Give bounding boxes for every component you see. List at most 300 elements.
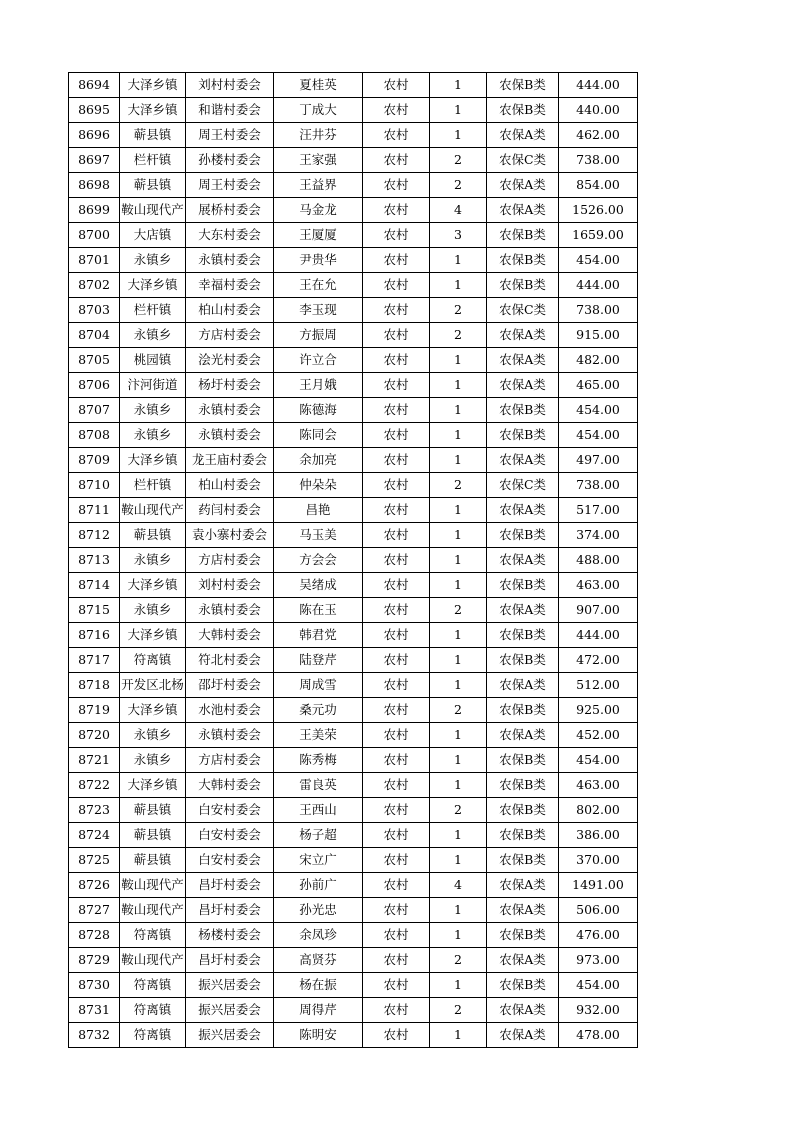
table-row xyxy=(69,1023,638,1048)
amount-cell: 440.00 xyxy=(559,98,638,123)
town-cell: 栏杆镇 xyxy=(120,148,186,173)
name-cell: 马金龙 xyxy=(274,198,363,223)
insurance-category-cell: 农保A类 xyxy=(487,173,559,198)
amount-cell: 454.00 xyxy=(559,423,638,448)
table-row xyxy=(69,223,638,248)
town-cell: 汴河街道 xyxy=(120,373,186,398)
amount-cell: 1659.00 xyxy=(559,223,638,248)
name-cell: 韩君党 xyxy=(274,623,363,648)
village-cell: 和谐村委会 xyxy=(186,98,274,123)
town-cell: 蕲县镇 xyxy=(120,123,186,148)
record-id-cell: 8723 xyxy=(69,798,120,823)
amount-cell: 454.00 xyxy=(559,973,638,998)
amount-cell: 462.00 xyxy=(559,123,638,148)
household-type-cell: 农村 xyxy=(363,248,430,273)
town-cell: 栏杆镇 xyxy=(120,298,186,323)
name-cell: 李玉现 xyxy=(274,298,363,323)
household-type-cell: 农村 xyxy=(363,423,430,448)
town-cell: 大泽乡镇 xyxy=(120,623,186,648)
town-cell: 符离镇 xyxy=(120,648,186,673)
household-type-cell: 农村 xyxy=(363,223,430,248)
insurance-category-cell: 农保A类 xyxy=(487,348,559,373)
table-row xyxy=(69,398,638,423)
village-cell: 昌圩村委会 xyxy=(186,898,274,923)
village-cell: 杨楼村委会 xyxy=(186,923,274,948)
table-row xyxy=(69,673,638,698)
person-count-cell: 1 xyxy=(430,923,487,948)
name-cell: 马玉美 xyxy=(274,523,363,548)
insurance-category-cell: 农保B类 xyxy=(487,748,559,773)
name-cell: 陈同会 xyxy=(274,423,363,448)
amount-cell: 444.00 xyxy=(559,73,638,98)
name-cell: 王西山 xyxy=(274,798,363,823)
record-id-cell: 8695 xyxy=(69,98,120,123)
insurance-category-cell: 农保B类 xyxy=(487,923,559,948)
amount-cell: 1491.00 xyxy=(559,873,638,898)
record-id-cell: 8702 xyxy=(69,273,120,298)
record-id-cell: 8699 xyxy=(69,198,120,223)
person-count-cell: 1 xyxy=(430,248,487,273)
town-cell: 鞍山现代产 xyxy=(120,873,186,898)
household-type-cell: 农村 xyxy=(363,273,430,298)
record-id-cell: 8716 xyxy=(69,623,120,648)
table-row xyxy=(69,248,638,273)
name-cell: 王在允 xyxy=(274,273,363,298)
name-cell: 陈在玉 xyxy=(274,598,363,623)
record-id-cell: 8714 xyxy=(69,573,120,598)
village-cell: 大韩村委会 xyxy=(186,773,274,798)
village-cell: 刘村村委会 xyxy=(186,73,274,98)
person-count-cell: 2 xyxy=(430,473,487,498)
record-id-cell: 8696 xyxy=(69,123,120,148)
insurance-category-cell: 农保A类 xyxy=(487,898,559,923)
table-row xyxy=(69,523,638,548)
household-type-cell: 农村 xyxy=(363,848,430,873)
person-count-cell: 1 xyxy=(430,973,487,998)
insurance-category-cell: 农保B类 xyxy=(487,248,559,273)
name-cell: 陈德海 xyxy=(274,398,363,423)
table-row xyxy=(69,173,638,198)
household-type-cell: 农村 xyxy=(363,973,430,998)
insurance-category-cell: 农保B类 xyxy=(487,848,559,873)
village-cell: 展桥村委会 xyxy=(186,198,274,223)
record-id-cell: 8725 xyxy=(69,848,120,873)
name-cell: 杨子超 xyxy=(274,823,363,848)
household-type-cell: 农村 xyxy=(363,948,430,973)
town-cell: 永镇乡 xyxy=(120,323,186,348)
household-type-cell: 农村 xyxy=(363,798,430,823)
insurance-category-cell: 农保B类 xyxy=(487,523,559,548)
person-count-cell: 2 xyxy=(430,323,487,348)
table-row xyxy=(69,123,638,148)
amount-cell: 517.00 xyxy=(559,498,638,523)
person-count-cell: 2 xyxy=(430,598,487,623)
amount-cell: 472.00 xyxy=(559,648,638,673)
village-cell: 永镇村委会 xyxy=(186,248,274,273)
town-cell: 大泽乡镇 xyxy=(120,98,186,123)
town-cell: 鞍山现代产 xyxy=(120,898,186,923)
person-count-cell: 1 xyxy=(430,548,487,573)
household-type-cell: 农村 xyxy=(363,348,430,373)
table-row xyxy=(69,973,638,998)
person-count-cell: 1 xyxy=(430,673,487,698)
name-cell: 余凤珍 xyxy=(274,923,363,948)
record-id-cell: 8709 xyxy=(69,448,120,473)
household-type-cell: 农村 xyxy=(363,148,430,173)
table-row xyxy=(69,848,638,873)
insurance-category-cell: 农保B类 xyxy=(487,773,559,798)
record-id-cell: 8729 xyxy=(69,948,120,973)
record-id-cell: 8698 xyxy=(69,173,120,198)
table-row xyxy=(69,998,638,1023)
table-row xyxy=(69,473,638,498)
town-cell: 大泽乡镇 xyxy=(120,273,186,298)
person-count-cell: 2 xyxy=(430,998,487,1023)
household-type-cell: 农村 xyxy=(363,898,430,923)
village-cell: 昌圩村委会 xyxy=(186,948,274,973)
record-id-cell: 8721 xyxy=(69,748,120,773)
insurance-category-cell: 农保B类 xyxy=(487,423,559,448)
name-cell: 王美荣 xyxy=(274,723,363,748)
record-id-cell: 8700 xyxy=(69,223,120,248)
village-cell: 大东村委会 xyxy=(186,223,274,248)
table-row xyxy=(69,73,638,98)
household-type-cell: 农村 xyxy=(363,298,430,323)
insurance-category-cell: 农保A类 xyxy=(487,198,559,223)
table-row xyxy=(69,98,638,123)
person-count-cell: 4 xyxy=(430,198,487,223)
amount-cell: 512.00 xyxy=(559,673,638,698)
name-cell: 王月娥 xyxy=(274,373,363,398)
insurance-category-cell: 农保A类 xyxy=(487,323,559,348)
table-row xyxy=(69,423,638,448)
village-cell: 永镇村委会 xyxy=(186,423,274,448)
person-count-cell: 2 xyxy=(430,148,487,173)
household-type-cell: 农村 xyxy=(363,473,430,498)
table-row xyxy=(69,698,638,723)
insurance-category-cell: 农保A类 xyxy=(487,873,559,898)
person-count-cell: 1 xyxy=(430,823,487,848)
amount-cell: 454.00 xyxy=(559,748,638,773)
table-row xyxy=(69,923,638,948)
village-cell: 柏山村委会 xyxy=(186,473,274,498)
table-body xyxy=(69,73,638,1048)
record-id-cell: 8732 xyxy=(69,1023,120,1048)
name-cell: 周成雪 xyxy=(274,673,363,698)
table-row xyxy=(69,548,638,573)
person-count-cell: 1 xyxy=(430,648,487,673)
data-table xyxy=(68,72,638,1048)
insurance-category-cell: 农保A类 xyxy=(487,998,559,1023)
amount-cell: 478.00 xyxy=(559,1023,638,1048)
name-cell: 孙光忠 xyxy=(274,898,363,923)
household-type-cell: 农村 xyxy=(363,873,430,898)
record-id-cell: 8719 xyxy=(69,698,120,723)
amount-cell: 932.00 xyxy=(559,998,638,1023)
person-count-cell: 1 xyxy=(430,623,487,648)
table-row xyxy=(69,348,638,373)
insurance-category-cell: 农保A类 xyxy=(487,498,559,523)
insurance-category-cell: 农保A类 xyxy=(487,373,559,398)
record-id-cell: 8701 xyxy=(69,248,120,273)
name-cell: 陈秀梅 xyxy=(274,748,363,773)
table-row xyxy=(69,273,638,298)
household-type-cell: 农村 xyxy=(363,323,430,348)
village-cell: 杨圩村委会 xyxy=(186,373,274,398)
table-row xyxy=(69,773,638,798)
amount-cell: 476.00 xyxy=(559,923,638,948)
record-id-cell: 8718 xyxy=(69,673,120,698)
amount-cell: 463.00 xyxy=(559,573,638,598)
town-cell: 蕲县镇 xyxy=(120,823,186,848)
village-cell: 袁小寨村委会 xyxy=(186,523,274,548)
village-cell: 刘村村委会 xyxy=(186,573,274,598)
person-count-cell: 1 xyxy=(430,273,487,298)
village-cell: 永镇村委会 xyxy=(186,598,274,623)
amount-cell: 738.00 xyxy=(559,473,638,498)
village-cell: 邵圩村委会 xyxy=(186,673,274,698)
village-cell: 药闫村委会 xyxy=(186,498,274,523)
amount-cell: 454.00 xyxy=(559,398,638,423)
village-cell: 龙王庙村委会 xyxy=(186,448,274,473)
village-cell: 符北村委会 xyxy=(186,648,274,673)
household-type-cell: 农村 xyxy=(363,98,430,123)
record-id-cell: 8710 xyxy=(69,473,120,498)
name-cell: 陆登芹 xyxy=(274,648,363,673)
insurance-category-cell: 农保A类 xyxy=(487,123,559,148)
name-cell: 方会会 xyxy=(274,548,363,573)
household-type-cell: 农村 xyxy=(363,398,430,423)
town-cell: 永镇乡 xyxy=(120,723,186,748)
town-cell: 大泽乡镇 xyxy=(120,698,186,723)
town-cell: 符离镇 xyxy=(120,998,186,1023)
person-count-cell: 2 xyxy=(430,948,487,973)
town-cell: 大泽乡镇 xyxy=(120,773,186,798)
household-type-cell: 农村 xyxy=(363,498,430,523)
town-cell: 蕲县镇 xyxy=(120,848,186,873)
record-id-cell: 8705 xyxy=(69,348,120,373)
amount-cell: 444.00 xyxy=(559,623,638,648)
household-type-cell: 农村 xyxy=(363,698,430,723)
insurance-category-cell: 农保B类 xyxy=(487,823,559,848)
village-cell: 浍光村委会 xyxy=(186,348,274,373)
table-row xyxy=(69,748,638,773)
name-cell: 桑元功 xyxy=(274,698,363,723)
amount-cell: 973.00 xyxy=(559,948,638,973)
record-id-cell: 8708 xyxy=(69,423,120,448)
name-cell: 杨在振 xyxy=(274,973,363,998)
person-count-cell: 1 xyxy=(430,348,487,373)
amount-cell: 482.00 xyxy=(559,348,638,373)
record-id-cell: 8727 xyxy=(69,898,120,923)
amount-cell: 738.00 xyxy=(559,148,638,173)
person-count-cell: 1 xyxy=(430,448,487,473)
household-type-cell: 农村 xyxy=(363,598,430,623)
insurance-category-cell: 农保A类 xyxy=(487,448,559,473)
insurance-category-cell: 农保C类 xyxy=(487,298,559,323)
amount-cell: 915.00 xyxy=(559,323,638,348)
name-cell: 陈明安 xyxy=(274,1023,363,1048)
record-id-cell: 8694 xyxy=(69,73,120,98)
name-cell: 王厦厦 xyxy=(274,223,363,248)
insurance-category-cell: 农保A类 xyxy=(487,673,559,698)
town-cell: 鞍山现代产 xyxy=(120,198,186,223)
village-cell: 幸福村委会 xyxy=(186,273,274,298)
table-row xyxy=(69,798,638,823)
person-count-cell: 1 xyxy=(430,373,487,398)
village-cell: 永镇村委会 xyxy=(186,723,274,748)
amount-cell: 463.00 xyxy=(559,773,638,798)
insurance-category-cell: 农保B类 xyxy=(487,648,559,673)
person-count-cell: 1 xyxy=(430,573,487,598)
village-cell: 永镇村委会 xyxy=(186,398,274,423)
household-type-cell: 农村 xyxy=(363,1023,430,1048)
town-cell: 蕲县镇 xyxy=(120,173,186,198)
person-count-cell: 2 xyxy=(430,698,487,723)
person-count-cell: 1 xyxy=(430,848,487,873)
record-id-cell: 8728 xyxy=(69,923,120,948)
town-cell: 鞍山现代产 xyxy=(120,948,186,973)
amount-cell: 386.00 xyxy=(559,823,638,848)
household-type-cell: 农村 xyxy=(363,123,430,148)
town-cell: 永镇乡 xyxy=(120,598,186,623)
person-count-cell: 1 xyxy=(430,98,487,123)
insurance-category-cell: 农保A类 xyxy=(487,1023,559,1048)
amount-cell: 444.00 xyxy=(559,273,638,298)
table-row xyxy=(69,623,638,648)
person-count-cell: 1 xyxy=(430,1023,487,1048)
name-cell: 高贤芬 xyxy=(274,948,363,973)
insurance-category-cell: 农保C类 xyxy=(487,148,559,173)
name-cell: 宋立广 xyxy=(274,848,363,873)
village-cell: 白安村委会 xyxy=(186,798,274,823)
person-count-cell: 1 xyxy=(430,723,487,748)
person-count-cell: 1 xyxy=(430,423,487,448)
table-row xyxy=(69,298,638,323)
person-count-cell: 1 xyxy=(430,73,487,98)
insurance-category-cell: 农保B类 xyxy=(487,698,559,723)
household-type-cell: 农村 xyxy=(363,823,430,848)
person-count-cell: 1 xyxy=(430,123,487,148)
amount-cell: 738.00 xyxy=(559,298,638,323)
town-cell: 桃园镇 xyxy=(120,348,186,373)
household-type-cell: 农村 xyxy=(363,523,430,548)
person-count-cell: 2 xyxy=(430,298,487,323)
village-cell: 方店村委会 xyxy=(186,748,274,773)
name-cell: 方振周 xyxy=(274,323,363,348)
record-id-cell: 8726 xyxy=(69,873,120,898)
village-cell: 水池村委会 xyxy=(186,698,274,723)
table-row xyxy=(69,573,638,598)
table-row xyxy=(69,323,638,348)
name-cell: 雷良英 xyxy=(274,773,363,798)
village-cell: 孙楼村委会 xyxy=(186,148,274,173)
record-id-cell: 8713 xyxy=(69,548,120,573)
town-cell: 大泽乡镇 xyxy=(120,73,186,98)
record-id-cell: 8717 xyxy=(69,648,120,673)
village-cell: 大韩村委会 xyxy=(186,623,274,648)
name-cell: 汪井芬 xyxy=(274,123,363,148)
amount-cell: 1526.00 xyxy=(559,198,638,223)
household-type-cell: 农村 xyxy=(363,673,430,698)
person-count-cell: 1 xyxy=(430,748,487,773)
town-cell: 永镇乡 xyxy=(120,548,186,573)
table-row xyxy=(69,373,638,398)
insurance-category-cell: 农保A类 xyxy=(487,948,559,973)
name-cell: 王益界 xyxy=(274,173,363,198)
table-row xyxy=(69,448,638,473)
town-cell: 永镇乡 xyxy=(120,423,186,448)
insurance-category-cell: 农保B类 xyxy=(487,73,559,98)
name-cell: 仲朵朵 xyxy=(274,473,363,498)
insurance-category-cell: 农保A类 xyxy=(487,598,559,623)
name-cell: 孙前广 xyxy=(274,873,363,898)
table-row xyxy=(69,648,638,673)
town-cell: 大店镇 xyxy=(120,223,186,248)
amount-cell: 454.00 xyxy=(559,248,638,273)
amount-cell: 488.00 xyxy=(559,548,638,573)
insurance-category-cell: 农保B类 xyxy=(487,273,559,298)
record-id-cell: 8720 xyxy=(69,723,120,748)
household-type-cell: 农村 xyxy=(363,748,430,773)
amount-cell: 370.00 xyxy=(559,848,638,873)
amount-cell: 506.00 xyxy=(559,898,638,923)
household-type-cell: 农村 xyxy=(363,373,430,398)
person-count-cell: 1 xyxy=(430,398,487,423)
household-type-cell: 农村 xyxy=(363,773,430,798)
town-cell: 符离镇 xyxy=(120,973,186,998)
amount-cell: 925.00 xyxy=(559,698,638,723)
insurance-category-cell: 农保B类 xyxy=(487,223,559,248)
town-cell: 栏杆镇 xyxy=(120,473,186,498)
amount-cell: 465.00 xyxy=(559,373,638,398)
household-type-cell: 农村 xyxy=(363,623,430,648)
amount-cell: 802.00 xyxy=(559,798,638,823)
insurance-category-cell: 农保B类 xyxy=(487,798,559,823)
amount-cell: 497.00 xyxy=(559,448,638,473)
household-type-cell: 农村 xyxy=(363,448,430,473)
village-cell: 振兴居委会 xyxy=(186,998,274,1023)
name-cell: 吴绪成 xyxy=(274,573,363,598)
town-cell: 鞍山现代产 xyxy=(120,498,186,523)
insurance-category-cell: 农保B类 xyxy=(487,98,559,123)
insurance-category-cell: 农保B类 xyxy=(487,398,559,423)
name-cell: 周得芹 xyxy=(274,998,363,1023)
insurance-category-cell: 农保A类 xyxy=(487,548,559,573)
table-row xyxy=(69,198,638,223)
record-id-cell: 8731 xyxy=(69,998,120,1023)
name-cell: 昌艳 xyxy=(274,498,363,523)
village-cell: 白安村委会 xyxy=(186,848,274,873)
table-row xyxy=(69,148,638,173)
town-cell: 大泽乡镇 xyxy=(120,573,186,598)
household-type-cell: 农村 xyxy=(363,173,430,198)
village-cell: 昌圩村委会 xyxy=(186,873,274,898)
record-id-cell: 8724 xyxy=(69,823,120,848)
town-cell: 永镇乡 xyxy=(120,748,186,773)
record-id-cell: 8703 xyxy=(69,298,120,323)
record-id-cell: 8707 xyxy=(69,398,120,423)
town-cell: 蕲县镇 xyxy=(120,798,186,823)
insurance-category-cell: 农保C类 xyxy=(487,473,559,498)
table-row xyxy=(69,898,638,923)
household-type-cell: 农村 xyxy=(363,573,430,598)
name-cell: 王家强 xyxy=(274,148,363,173)
name-cell: 余加亮 xyxy=(274,448,363,473)
village-cell: 方店村委会 xyxy=(186,323,274,348)
record-id-cell: 8722 xyxy=(69,773,120,798)
household-type-cell: 农村 xyxy=(363,73,430,98)
